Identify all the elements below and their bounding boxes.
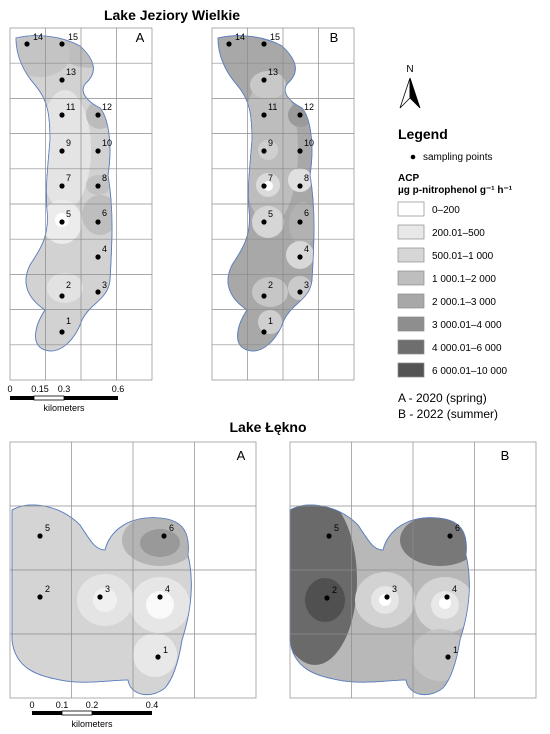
top-map-panel-a — [10, 28, 152, 380]
bottom-map-title: Lake Łękno — [229, 419, 307, 435]
point-label: 14 — [235, 32, 246, 42]
legend-swatch — [398, 317, 424, 331]
legend-class-label: 4 000.01–6 000 — [432, 343, 502, 354]
point-label: 6 — [169, 523, 175, 533]
scale-bar-bottom — [29, 700, 158, 729]
panel-label-b: B — [500, 448, 510, 463]
point-label: 1 — [268, 316, 274, 326]
point-label: 6 — [304, 208, 310, 218]
point-label: 2 — [66, 280, 72, 290]
point-label: 1 — [163, 645, 169, 655]
legend-swatch — [398, 294, 424, 308]
point-label: 11 — [268, 102, 278, 112]
legend-swatch — [398, 340, 424, 354]
point-label: 8 — [102, 173, 108, 183]
legend-swatch — [398, 271, 424, 285]
point-label: 3 — [102, 280, 108, 290]
panel-label-a: A — [135, 30, 145, 45]
scale-bar-top — [7, 384, 124, 413]
point-label: 13 — [268, 67, 279, 77]
scale-tick-label: 0.15 — [31, 384, 49, 394]
legend-class-label: 2 000.1–3 000 — [432, 297, 496, 308]
bottom-map-panel-a — [10, 442, 256, 698]
point-label: 3 — [304, 280, 310, 290]
top-map-panel-b — [212, 28, 354, 380]
scale-tick-label: 0.4 — [145, 700, 159, 710]
point-label: 12 — [102, 102, 113, 112]
point-label: 8 — [304, 173, 310, 183]
legend-classes — [398, 202, 508, 377]
point-label: 15 — [68, 32, 79, 42]
point-label: 2 — [45, 584, 51, 594]
point-label: 2 — [268, 280, 274, 290]
point-label: 4 — [304, 244, 310, 254]
scale-tick-label: 0 — [29, 700, 35, 710]
point-label: 10 — [304, 138, 315, 148]
point-label: 7 — [66, 173, 72, 183]
note-a: A - 2020 (spring) — [398, 391, 487, 405]
point-label: 3 — [392, 584, 398, 594]
point-label: 4 — [165, 584, 171, 594]
legend — [398, 126, 513, 377]
scale-tick-label: 0.3 — [57, 384, 71, 394]
point-label: 3 — [105, 584, 111, 594]
scale-tick-label: 0.6 — [111, 384, 125, 394]
legend-swatch — [398, 225, 424, 239]
legend-class-label: 200.01–500 — [432, 228, 485, 239]
north-label: N — [406, 64, 414, 75]
legend-title: Legend — [398, 126, 448, 142]
point-label: 5 — [66, 209, 72, 219]
sampling-point-symbol — [411, 155, 416, 160]
point-label: 1 — [453, 645, 459, 655]
legend-class-label: 1 000.1–2 000 — [432, 274, 496, 285]
point-label: 1 — [66, 316, 72, 326]
point-label: 14 — [33, 32, 44, 42]
scale-tick-label: 0.1 — [55, 700, 69, 710]
scale-tick-label: 0.2 — [85, 700, 99, 710]
point-label: 4 — [452, 584, 458, 594]
point-label: 5 — [45, 523, 51, 533]
point-label: 4 — [102, 244, 108, 254]
point-label: 11 — [66, 102, 76, 112]
legend-swatch — [398, 363, 424, 377]
legend-unit-label: µg p-nitrophenol g⁻¹ h⁻¹ — [398, 185, 513, 196]
panel-label-b: B — [329, 30, 339, 45]
point-label: 6 — [102, 208, 108, 218]
top-map-title: Lake Jeziory Wielkie — [103, 7, 241, 23]
scale-unit: kilometers — [71, 719, 113, 729]
legend-class-label: 6 000.01–10 000 — [432, 366, 508, 377]
note-b: B - 2022 (summer) — [398, 407, 499, 421]
point-label: 6 — [455, 523, 461, 533]
point-label: 10 — [102, 138, 113, 148]
point-label: 9 — [66, 138, 72, 148]
scale-tick-label: 0 — [7, 384, 13, 394]
legend-swatch — [398, 202, 424, 216]
legend-swatch — [398, 248, 424, 262]
point-label: 5 — [334, 523, 340, 533]
legend-sampling-label: sampling points — [423, 152, 493, 163]
point-label: 12 — [304, 102, 315, 112]
north-arrow-icon — [400, 64, 420, 108]
bottom-map-panel-b — [273, 442, 536, 698]
point-label: 9 — [268, 138, 274, 148]
legend-class-label: 3 000.01–4 000 — [432, 320, 502, 331]
legend-class-label: 0–200 — [432, 205, 460, 216]
point-label: 7 — [268, 173, 274, 183]
point-label: 5 — [268, 209, 274, 219]
point-label: 15 — [270, 32, 281, 42]
point-label: 13 — [66, 67, 77, 77]
panel-label-a: A — [236, 448, 246, 463]
point-label: 2 — [332, 585, 338, 595]
legend-class-label: 500.01–1 000 — [432, 251, 494, 262]
scale-unit: kilometers — [43, 403, 85, 413]
legend-acp-label: ACP — [398, 173, 420, 184]
